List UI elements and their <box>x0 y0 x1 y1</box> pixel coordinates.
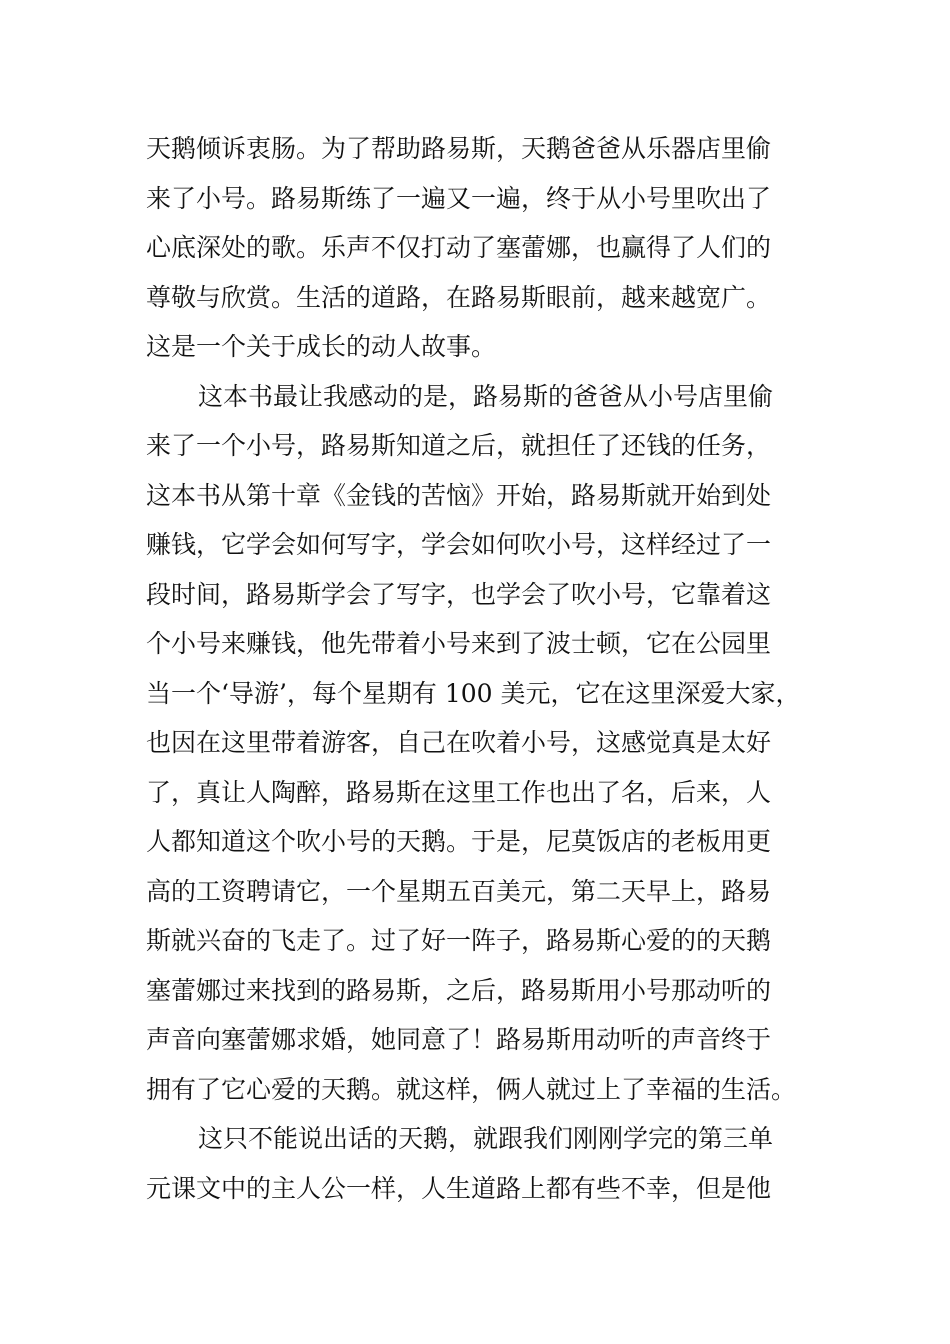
text-line: 这本书从第十章《金钱的苦恼》开始，路易斯就开始到处 <box>146 480 772 510</box>
text-line: 来了一个小号，路易斯知道之后，就担任了还钱的任务， <box>146 431 772 460</box>
text-line: 来了小号。路易斯练了一遍又一遍，终于从小号里吹出了 <box>146 183 772 213</box>
text-line: 了，真让人陶醉，路易斯在这里工作也出了名，后来，人 <box>146 777 772 807</box>
document-body <box>146 124 836 1213</box>
text-line: 斯就兴奋的飞走了。过了好一阵子，路易斯心爱的的天鹅 <box>146 926 772 955</box>
text-line: 也因在这里带着游客，自己在吹着小号，这感觉真是太好 <box>146 728 772 757</box>
paragraph-first-line: 这只不能说出话的天鹅，就跟我们刚刚学完的第三单 <box>198 1124 774 1153</box>
text-line: 人都知道这个吹小号的天鹅。于是，尼莫饭店的老板用更 <box>146 827 772 856</box>
text-line: 高的工资聘请它，一个星期五百美元，第二天早上，路易 <box>146 876 772 906</box>
text-line: 这是一个关于成长的动人故事。 <box>146 332 497 361</box>
text-line: 尊敬与欣赏。生活的道路，在路易斯眼前，越来越宽广。 <box>146 282 772 312</box>
text-line: 赚钱，它学会如何写字，学会如何吹小号，这样经过了一 <box>146 530 772 559</box>
text-line: 个小号来赚钱，他先带着小号来到了波士顿，它在公园里 <box>146 629 772 658</box>
text-line: 心底深处的歌。乐声不仅打动了塞蕾娜，也赢得了人们的 <box>146 233 772 262</box>
text-line: 塞蕾娜过来找到的路易斯，之后，路易斯用小号那动听的 <box>146 975 772 1005</box>
text-line: 拥有了它心爱的天鹅。就这样，俩人就过上了幸福的生活。 <box>146 1074 797 1104</box>
text-line: 天鹅倾诉衷肠。为了帮助路易斯，天鹅爸爸从乐器店里偷 <box>146 134 772 163</box>
text-line: 元课文中的主人公一样，人生道路上都有些不幸，但是他 <box>146 1173 772 1203</box>
text-line: 段时间，路易斯学会了写字，也学会了吹小号，它靠着这 <box>146 579 772 609</box>
text-line: 声音向塞蕾娜求婚，她同意了！路易斯用动听的声音终于 <box>146 1025 772 1054</box>
text-line: 当一个‘导游’，每个星期有 100 美元，它在这里深爱大家， <box>146 678 801 708</box>
paragraph-first-line: 这本书最让我感动的是，路易斯的爸爸从小号店里偷 <box>198 381 774 411</box>
